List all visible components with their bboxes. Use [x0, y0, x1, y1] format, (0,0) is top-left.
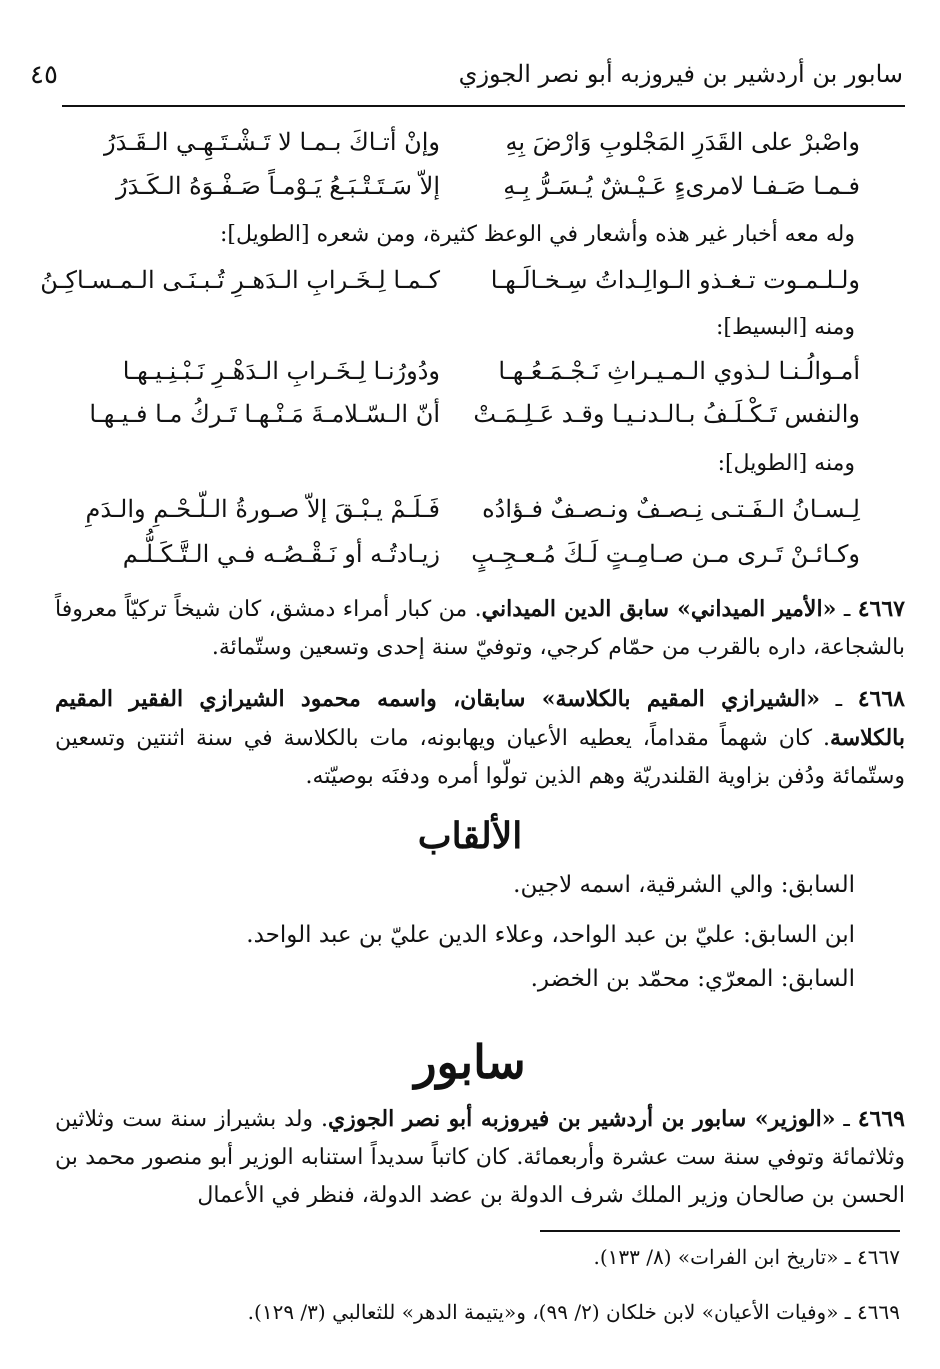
verse-line — [60, 400, 860, 440]
verse-line — [40, 266, 860, 306]
laqab-line: السابق: المعرّي: محمّد بن الخضر. — [530, 966, 855, 992]
verse-second-hemistich: ودُورُنـا لِـخَـرابِ الـدَهْـرِ نَـبْـنِـيـهـا — [122, 357, 440, 385]
entry-4667: ٤٦٦٧ ـ «الأمير الميداني» سابق الدين الميداني. من كبار أمراء دمشق، كان شيخاً تركيّاً معروفاً بالشجاعة، داره بالقرب من حمّام كرجي، وتوفيّ سنة إحدى وتسعين وستّمائة. — [55, 596, 905, 660]
verse-line — [60, 172, 860, 212]
verse-second-hemistich: وإنْ أتـاكَ بـمـا لا تَـشْـتَـهِـي الـقَـدَرُ — [103, 128, 440, 156]
verse-first-hemistich: لِـسـانُ الـفَـتـى نِـصـفٌ ونـصـفٌ فـؤادُه — [482, 495, 860, 523]
entry-4668: ٤٦٦٨ ـ «الشيرازي المقيم بالكلاسة» سابقان، واسمه محمود الشيرازي الفقير المقيم بالكلاسة. كان شهماً مقداماً، يعطيه الأعيان ويهابونه، مات بالكلاسة في سنة اثنتين وتسعين وستّمائة ودُفن بزاوية القلندريّة وهم الذين تولّوا أمره ودفنَه بوصيّته. — [55, 686, 905, 789]
verse-first-hemistich: ولـلـمـوت تـغـذو الـوالِـداتُ سِـخـالَـهـا — [490, 266, 860, 294]
footnote-divider — [540, 1230, 900, 1232]
verse-second-hemistich: فَـلَـمْ يـبْـقَ إلاّ صـورةُ الـلّـحْـمِ والـدَمِ — [85, 495, 440, 523]
entry-body: . ولد بشيراز سنة ست وثلاثين وثلاثمائة وتوفي سنة ست عشرة وأربعمائة. كان كاتباً سديداً استنابه الوزير أبو منصور محمد بن الحسن بن صالحان وزير الملك شرف الدولة بن عضد الدولة، فنظر في الأعمال — [55, 1107, 905, 1208]
poem-intro: ومنه [الطويل]: — [717, 451, 855, 476]
entry-body: . كان شهماً مقداماً، يعطيه الأعيان ويهابونه، مات بالكلاسة في سنة اثنتين وتسعين وستّمائة ودُفن بزاوية القلندريّة وهم الذين تولّوا أمره ودفنَه بوصيّته. — [55, 726, 905, 789]
footnote: ٤٦٦٧ ـ «تاريخ ابن الفرات» (٨/ ١٣٣). — [593, 1245, 900, 1269]
verse-line — [60, 540, 860, 580]
page-number: ٤٥ — [30, 60, 58, 90]
entry-body: . من كبار أمراء دمشق، كان شيخاً تركيّاً معروفاً بالشجاعة، داره بالقرب من حمّام كرجي، وتوفيّ سنة إحدى وتسعين وستّمائة. — [55, 597, 905, 660]
laqab-line: ابن السابق: عليّ بن عبد الواحد، وعلاء الدين عليّ بن عبد الواحد. — [246, 922, 855, 948]
entry-number: ٤٦٦٧ — [857, 596, 905, 622]
poem-intro: وله معه أخبار غير هذه وأشعار في الوعظ كثيرة، ومن شعره [الطويل]: — [219, 222, 855, 247]
entry-title: «الشيرازي المقيم بالكلاسة» سابقان، واسمه محمود الشيرازي الفقير المقيم بالكلاسة — [55, 686, 905, 751]
running-title: سابور بن أردشير بن فيروزبه أبو نصر الجوزي — [458, 60, 903, 88]
section-heading-sabur: سابور — [414, 1035, 526, 1089]
verse-first-hemistich: أمـوالُـنـا لـذوي الـمـيـراثِ نَـجْـمَـعُـهـا — [498, 357, 860, 385]
verse-second-hemistich: أنّ الـسّـلامـةَ مَـنْـهـا تَـركُ مـا فـيـهـا — [89, 400, 440, 428]
header-divider — [62, 105, 905, 107]
verse-line — [60, 495, 860, 535]
footnote: ٤٦٦٩ ـ «وفيات الأعيان» لابن خلكان (٢/ ٩٩)، و«يتيمة الدهر» للثعالبي (٣/ ١٢٩). — [247, 1300, 900, 1324]
entry-title: «الوزير» سابور بن أردشير بن فيروزبه أبو نصر الجوزي — [327, 1106, 836, 1132]
verse-first-hemistich: وكـائـنْ تَـرى مـن صـامِـتٍ لَـكَ مُـعـجِـبٍ — [471, 540, 860, 568]
verse-second-hemistich: كـمـا لِـخَـرابِ الـدَهـرِ تُـبـنَـى الـمـسـاكِـنُ — [40, 266, 440, 294]
section-heading-alqab: الألقاب — [417, 815, 523, 857]
laqab-line: السابق: والي الشرقية، اسمه لاجين. — [513, 872, 855, 898]
verse-first-hemistich: واصْبرْ على القَدَرِ المَجْلوبِ وَارْضَ بِهِ — [505, 128, 860, 156]
entry-number: ٤٦٦٨ — [857, 686, 905, 712]
verse-first-hemistich: والنفس تَـكْـلَـفُ بـالـدنـيـا وقـد عَـلِـمَـتْ — [473, 400, 860, 428]
verse-line — [60, 357, 860, 397]
verse-line — [60, 128, 860, 168]
verse-second-hemistich: زيـادتُـه أو نَـقْـصُـه فـي الـتَّـكَـلُّـم — [122, 540, 440, 568]
verse-first-hemistich: فـمـا صَـفـا لامرىءٍ عَـيْـشٌ يُـسَـرُّ بِـهِ — [503, 172, 860, 200]
entry-number: ٤٦٦٩ — [857, 1106, 905, 1132]
entry-4669: ٤٦٦٩ ـ «الوزير» سابور بن أردشير بن فيروزبه أبو نصر الجوزي. ولد بشيراز سنة ست وثلاثين وثلاثمائة وتوفي سنة ست عشرة وأربعمائة. كان كاتباً سديداً استنابه الوزير أبو منصور محمد بن الحسن بن صالحان وزير الملك شرف الدولة بن عضد الدولة، فنظر في الأعمال — [55, 1106, 905, 1208]
entry-title: «الأمير الميداني» سابق الدين الميداني — [481, 596, 837, 622]
verse-second-hemistich: إلاّ سَـتَـتْـبَـعُ يَـوْمـاً صَـفْـوَهُ الـكَـدَرُ — [116, 172, 440, 200]
poem-intro: ومنه [البسيط]: — [715, 315, 855, 340]
